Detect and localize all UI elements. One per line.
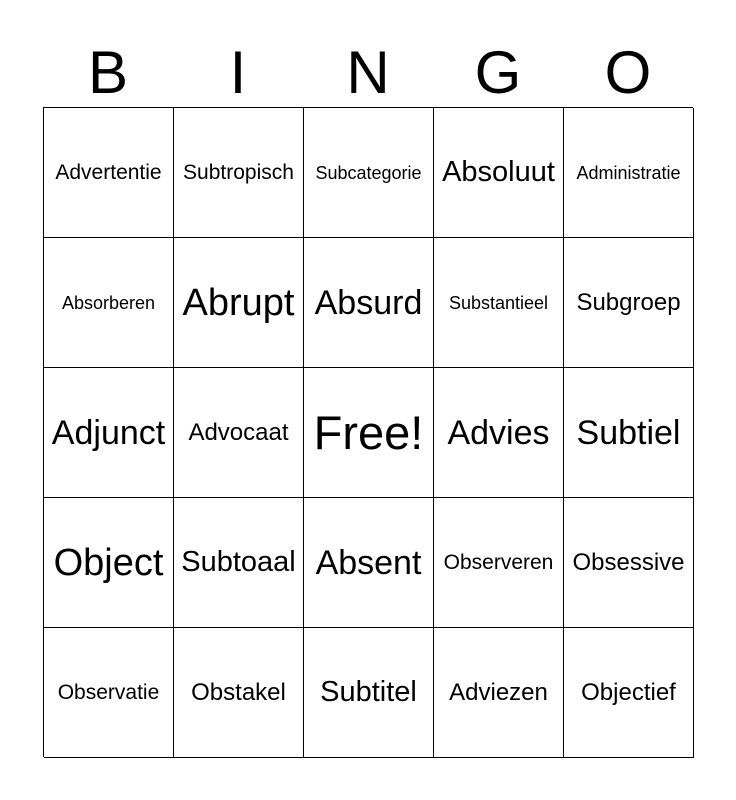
bingo-cell[interactable]: Advocaat <box>174 368 304 498</box>
bingo-cell[interactable]: Observeren <box>434 498 564 628</box>
bingo-header <box>43 38 693 108</box>
bingo-cell[interactable]: Absoluut <box>434 108 564 238</box>
bingo-cell[interactable]: Subtropisch <box>174 108 304 238</box>
header-letter-o: O <box>604 39 652 106</box>
bingo-cell[interactable]: Observatie <box>44 628 174 758</box>
bingo-cell[interactable]: Absent <box>304 498 434 628</box>
free-space-cell[interactable]: Free! <box>304 368 434 498</box>
bingo-cell[interactable]: Subtoaal <box>174 498 304 628</box>
bingo-board <box>43 107 693 757</box>
bingo-cell[interactable]: Objectief <box>564 628 694 758</box>
bingo-cell[interactable]: Substantieel <box>434 238 564 368</box>
bingo-cell[interactable]: Advies <box>434 368 564 498</box>
bingo-cell[interactable]: Adjunct <box>44 368 174 498</box>
bingo-cell[interactable]: Obstakel <box>174 628 304 758</box>
bingo-cell[interactable]: Absorberen <box>44 238 174 368</box>
bingo-cell[interactable]: Administratie <box>564 108 694 238</box>
bingo-cell[interactable]: Subgroep <box>564 238 694 368</box>
bingo-cell[interactable]: Subtiel <box>564 368 694 498</box>
bingo-cell[interactable]: Obsessive <box>564 498 694 628</box>
bingo-cell[interactable]: Absurd <box>304 238 434 368</box>
bingo-cell[interactable]: Subtitel <box>304 628 434 758</box>
bingo-cell[interactable]: Object <box>44 498 174 628</box>
header-letter-n: N <box>346 39 390 106</box>
bingo-cell[interactable]: Abrupt <box>174 238 304 368</box>
header-letter-g: G <box>474 39 522 106</box>
header-letter-i: I <box>229 39 247 106</box>
bingo-cell[interactable]: Advertentie <box>44 108 174 238</box>
bingo-cell[interactable]: Subcategorie <box>304 108 434 238</box>
bingo-cell[interactable]: Adviezen <box>434 628 564 758</box>
header-letter-b: B <box>87 39 129 106</box>
